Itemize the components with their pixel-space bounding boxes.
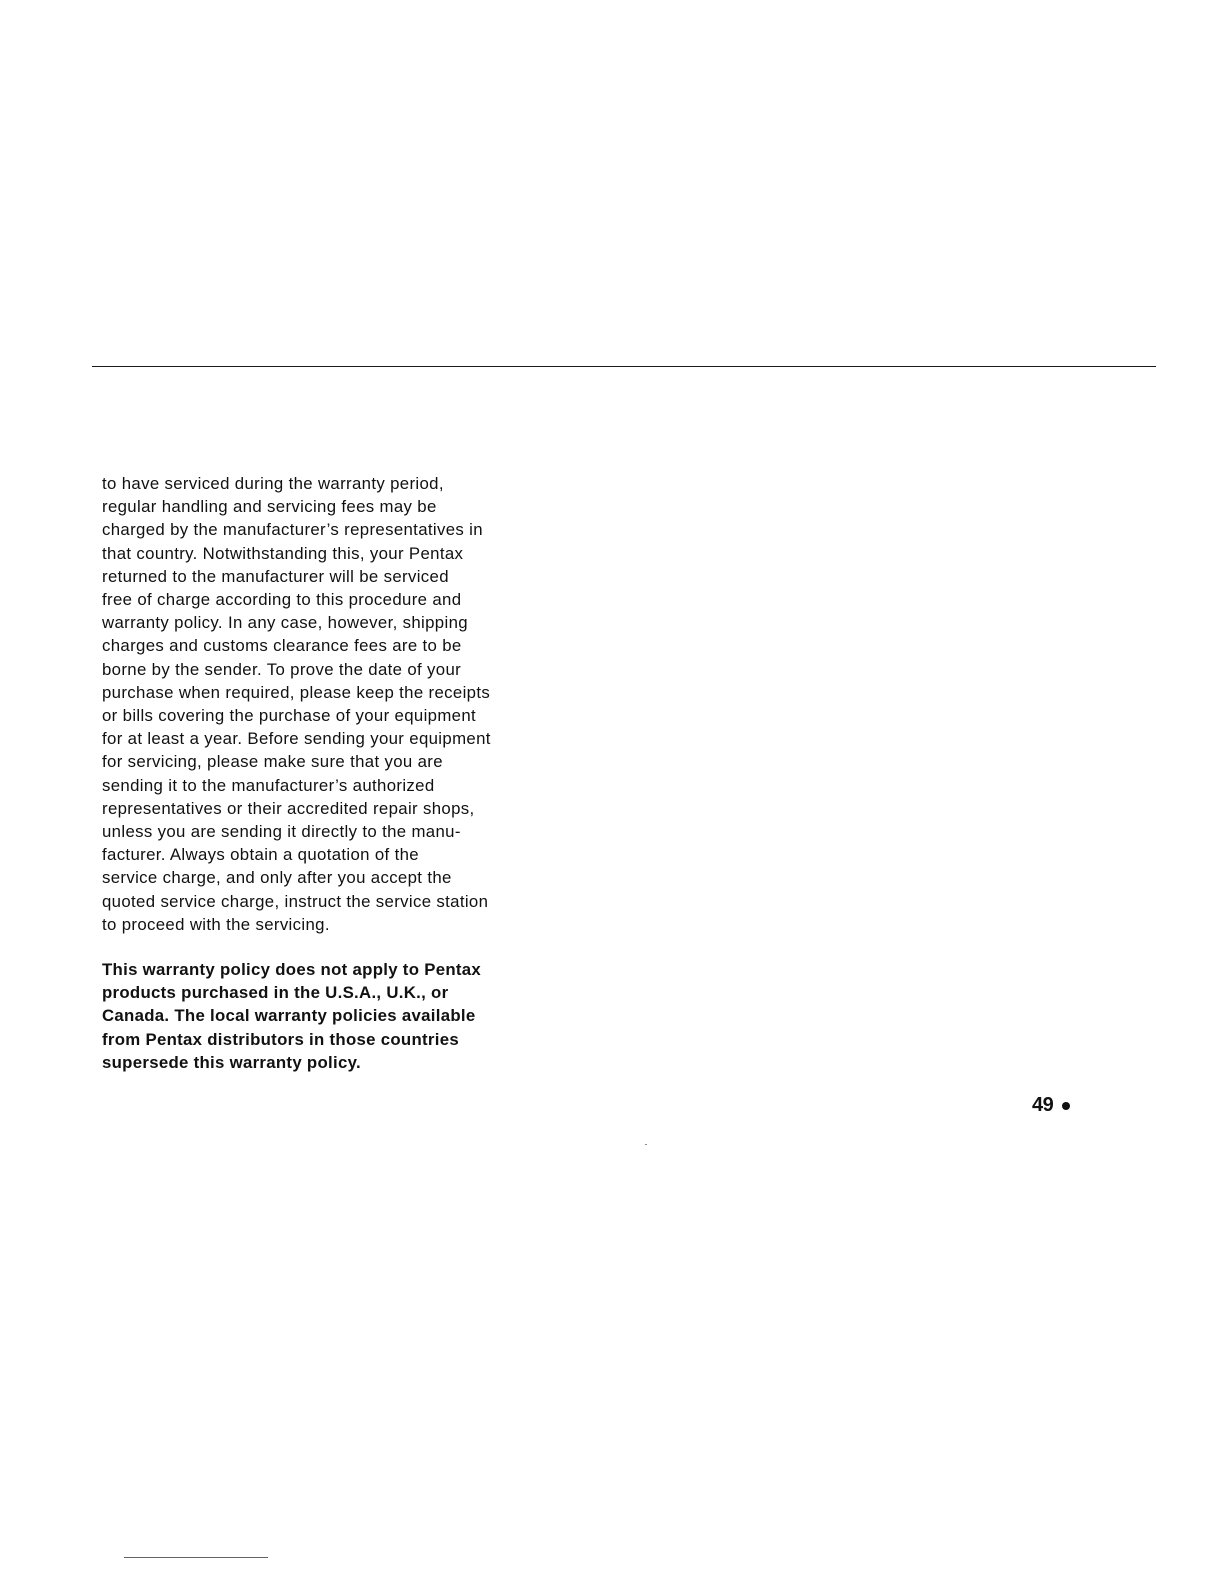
text-line: service charge, and only after you accept the bbox=[102, 868, 452, 888]
warranty-paragraph-exclusion bbox=[102, 958, 481, 1074]
text-line: representatives or their accredited repair shops, bbox=[102, 798, 475, 818]
text-line: regular handling and servicing fees may be bbox=[102, 497, 437, 517]
text-line: charges and customs clearance fees are to be bbox=[102, 636, 462, 656]
text-line: supersede this warranty policy. bbox=[102, 1052, 361, 1072]
text-line: borne by the sender. To prove the date of your bbox=[102, 659, 462, 679]
text-line: for at least a year. Before sending your equipment bbox=[102, 729, 491, 749]
text-line: facturer. Always obtain a quotation of the bbox=[102, 845, 419, 865]
text-line: or bills covering the purchase of your equipment bbox=[102, 706, 477, 726]
text-line: that country. Notwithstanding this, your Pentax bbox=[102, 543, 464, 563]
scan-speck bbox=[645, 1144, 647, 1145]
text-line: Canada. The local warranty policies available bbox=[102, 1006, 476, 1026]
page-number: 49 bbox=[1032, 1094, 1054, 1116]
text-line: quoted service charge, instruct the service station bbox=[102, 891, 489, 911]
text-line: for servicing, please make sure that you are bbox=[102, 752, 443, 772]
text-line: to proceed with the servicing. bbox=[102, 914, 330, 934]
text-line: returned to the manufacturer will be serviced bbox=[102, 566, 449, 586]
page-marker-dot bbox=[1062, 1102, 1070, 1110]
bottom-rule bbox=[124, 1557, 268, 1558]
text-line: warranty policy. In any case, however, shipping bbox=[102, 613, 468, 633]
warranty-paragraph-service bbox=[102, 472, 572, 936]
warranty-text bbox=[102, 472, 572, 1072]
text-line: to have serviced during the warranty period, bbox=[102, 474, 444, 493]
top-rule bbox=[92, 366, 1156, 367]
text-line: from Pentax distributors in those countries bbox=[102, 1029, 459, 1049]
text-line: sending it to the manufacturer’s authorized bbox=[102, 775, 435, 795]
text-line: charged by the manufacturer’s representatives in bbox=[102, 520, 483, 540]
text-line: This warranty policy does not apply to Pentax bbox=[102, 960, 482, 979]
text-line: products purchased in the U.S.A., U.K., or bbox=[102, 983, 449, 1003]
text-line: free of charge according to this procedure and bbox=[102, 590, 462, 610]
text-line: unless you are sending it directly to the manu- bbox=[102, 822, 461, 842]
text-line: purchase when required, please keep the receipts bbox=[102, 682, 491, 702]
